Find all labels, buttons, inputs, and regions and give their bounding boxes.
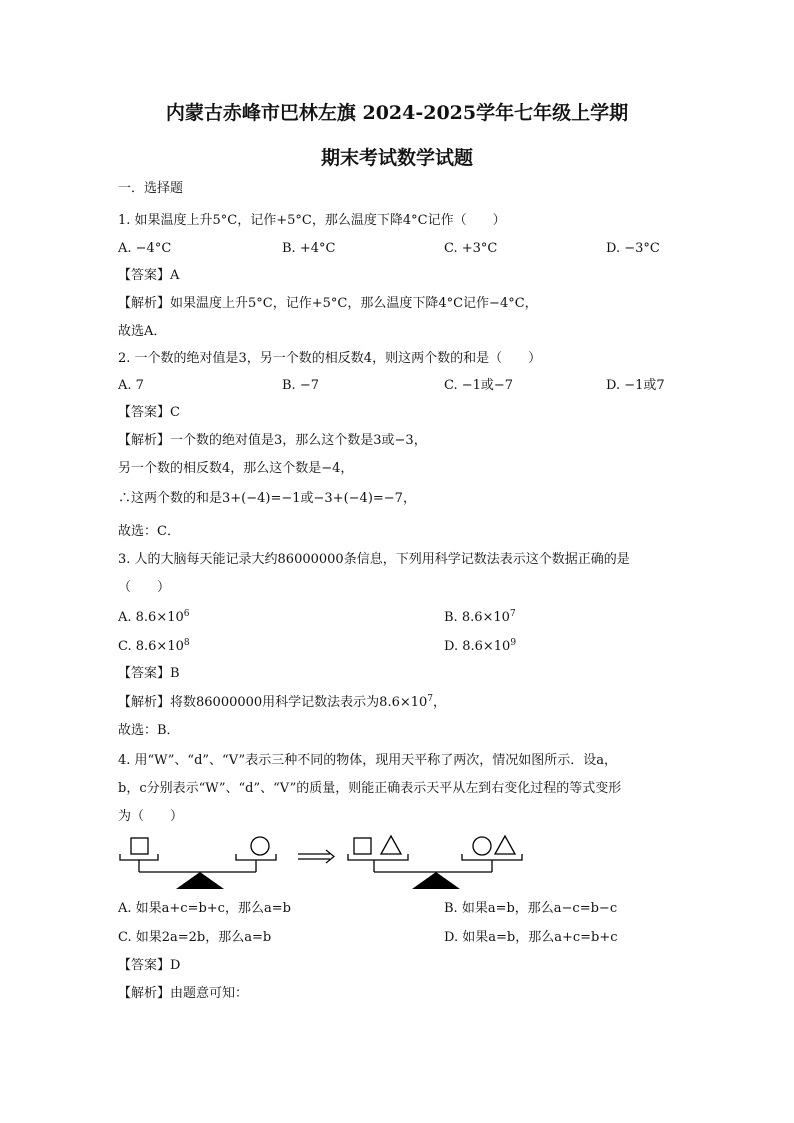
q1-analysis: 【解析】如果温度上升5°C，记作+5°C，那么温度下降4°C记作−4°C， (118, 296, 538, 311)
q3-option-b: B. $8.6\times 10^7$ (444, 609, 516, 625)
q2-option-b: B. −7 (282, 378, 319, 393)
q1-stem: 1. 如果温度上升5°C，记作+5°C，那么温度下降4°C记作（ ） (118, 213, 506, 228)
q4-option-b: B. 如果a=b，那么a−c=b−c (444, 901, 618, 916)
balance-right (348, 836, 522, 889)
q2-stem: 2. 一个数的绝对值是3，另一个数的相反数4，则这两个数的和是（ ） (118, 351, 542, 366)
q3-option-c: C. $8.6\times 10^8$ (118, 638, 190, 654)
q3-stem-2: （ ） (118, 580, 171, 595)
balance-scale-figure (118, 826, 538, 892)
arrow-icon (298, 850, 334, 863)
q2-conclusion: 故选：C． (118, 524, 180, 539)
q1-answer: 【答案】A (118, 268, 180, 283)
q2-answer: 【答案】C (118, 405, 180, 420)
section-heading: 一．选择题 (118, 181, 184, 196)
q4-option-c: C. 如果2a=2b，那么a=b (118, 930, 272, 945)
q3-conclusion: 故选：B． (118, 723, 180, 738)
doc-title-line2: 期末考试数学试题 (320, 147, 473, 169)
q1-option-b: B. +4°C (282, 241, 336, 256)
circle-weight (251, 837, 269, 855)
balance-left (120, 837, 276, 889)
q3-answer: 【答案】B (118, 666, 180, 681)
q4-option-a: A. 如果a+c=b+c，那么a=b (118, 901, 291, 916)
q4-stem-1: 4. 用“W”、“d”、“V”表示三种不同的物体，现用天平称了两次，情况如图所示．设a， (118, 753, 617, 768)
q4-analysis: 【解析】由题意可知： (118, 986, 249, 1001)
q4-answer: 【答案】D (118, 958, 181, 973)
q3-stem-1: 3. 人的大脑每天能记录大约86000000条信息，下列用科学记数法表示这个数据正确的是 (118, 552, 630, 567)
q2-option-a: A. 7 (118, 378, 144, 393)
q1-option-d: D. −3°C (606, 241, 660, 256)
q2-analysis-3: ∴这两个数的和是3+(−4)=−1或−3+(−4)=−7， (118, 491, 416, 506)
square-weight (131, 838, 148, 854)
q1-option-a: A. −4°C (118, 241, 172, 256)
q3-analysis: 【解析】将数86000000用科学记数法表示为$8.6\times 10^7$， (118, 694, 447, 710)
q2-option-d: D. −1或7 (606, 378, 665, 393)
q2-analysis-1: 【解析】一个数的绝对值是3，那么这个数是3或−3， (118, 433, 427, 448)
q4-stem-2: b，c分别表示“W”、“d”、“V”的质量，则能正确表示天平从左到右变化过程的等式变形 (118, 781, 622, 796)
q1-conclusion: 故选A． (118, 324, 167, 339)
q2-option-c: C. −1或−7 (444, 378, 514, 393)
q3-option-a: A. $8.6\times 10^6$ (118, 609, 190, 625)
q4-stem-3: 为（ ） (118, 809, 184, 824)
q2-analysis-2: 另一个数的相反数4，那么这个数是−4， (118, 461, 354, 476)
q1-option-c: C. +3°C (444, 241, 498, 256)
q4-option-d: D. 如果a=b，那么a+c=b+c (444, 930, 618, 945)
q3-option-d: D. $8.6\times 10^9$ (444, 638, 517, 654)
doc-title-line1: 内蒙古赤峰市巴林左旗 2024-2025学年七年级上学期 (165, 102, 629, 124)
fulcrum (176, 872, 224, 889)
